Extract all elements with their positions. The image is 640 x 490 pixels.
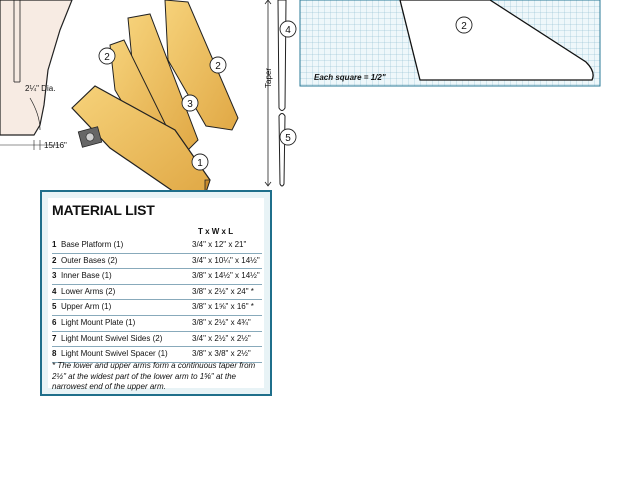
material-list-body (48, 198, 264, 391)
callout-3 (182, 95, 198, 111)
material-row: 4 Lower Arms (2) 3/8" x 2½" x 24" * (52, 285, 262, 301)
taper-label: Taper (264, 67, 273, 88)
svg-text:4: 4 (285, 25, 291, 36)
svg-text:3: 3 (187, 99, 193, 110)
svg-text:2: 2 (104, 52, 110, 63)
svg-text:2: 2 (461, 21, 467, 32)
callout-5 (280, 129, 296, 145)
callout-2-front (99, 48, 115, 64)
material-row: 8 Light Mount Swivel Spacer (1) 3/8" x 3/8" x 2½" (52, 347, 262, 363)
material-row: 7 Light Mount Swivel Sides (2) 3/4" x 2½" x 2½" (52, 332, 262, 348)
material-list (40, 190, 272, 396)
material-row: 5 Upper Arm (1) 3/8" x 1⅝" x 16" * (52, 300, 262, 316)
svg-text:1: 1 (197, 158, 203, 169)
callout-2-back (210, 57, 226, 73)
dimensions-header: T x W x L (198, 227, 234, 236)
material-row: 6 Light Mount Plate (1) 3/8" x 2½" x 4¾" (52, 316, 262, 332)
callout-2-grid (456, 17, 472, 33)
svg-text:5: 5 (285, 133, 291, 144)
offset-label: 15/16" (44, 141, 67, 150)
grid-scale-note: Each square = 1/2" (314, 73, 386, 82)
material-list-note: * The lower and upper arms form a continuous taper from 2½" at the widest part of the lower arm to 1⅝" at the narrowest end of the upper arm. (52, 361, 256, 391)
template-outline (0, 0, 72, 150)
svg-text:2: 2 (215, 61, 221, 72)
material-row: 2 Outer Bases (2) 3/4" x 10¼" x 14½" (52, 254, 262, 270)
callout-4 (280, 21, 296, 37)
material-row: 3 Inner Base (1) 3/8" x 14½" x 14½" (52, 269, 262, 285)
diameter-label: 2¼" Dia. (25, 84, 56, 93)
material-rows (52, 238, 262, 363)
material-list-title: MATERIAL LIST (52, 202, 155, 218)
material-row: 1 Base Platform (1) 3/4" x 12" x 21" (52, 238, 262, 254)
callout-1 (192, 154, 208, 170)
